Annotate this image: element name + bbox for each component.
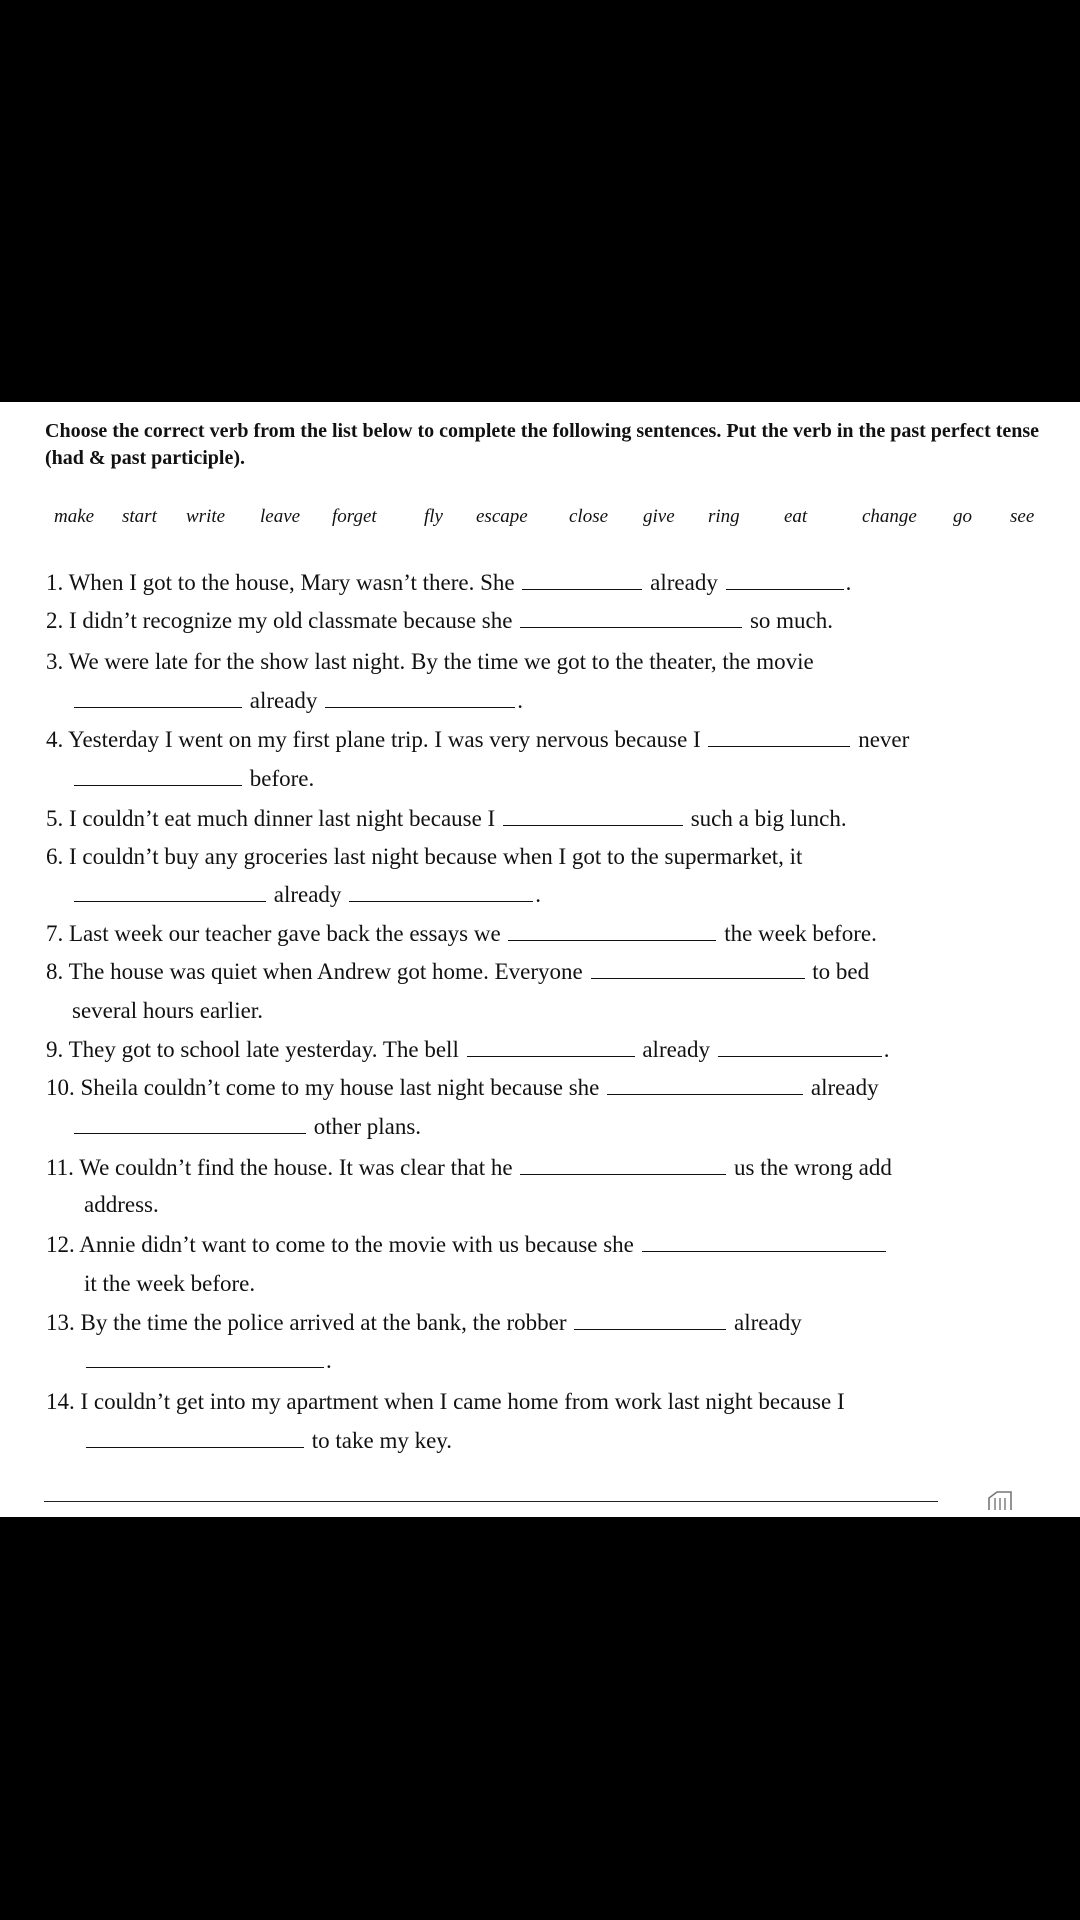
verb-item: eat [784, 506, 808, 527]
answer-blank[interactable] [591, 958, 805, 979]
verb-item: give [643, 506, 675, 527]
answer-blank[interactable] [520, 1154, 726, 1175]
question-3-cont: already . [72, 686, 523, 716]
page-icon [985, 1488, 1015, 1512]
question-12-cont: it the week before. [84, 1271, 256, 1296]
question-13-cont: . [84, 1346, 332, 1376]
worksheet-page [0, 402, 1080, 1517]
verb-item: change [862, 506, 917, 527]
question-6: 6. I couldn’t buy any groceries last night because when I got to the supermarket, it [46, 844, 803, 869]
verb-item: leave [260, 506, 301, 527]
question-10-cont: other plans. [72, 1112, 421, 1142]
question-8-cont: several hours earlier. [72, 998, 263, 1023]
verb-list [54, 506, 1054, 536]
answer-blank[interactable] [574, 1309, 726, 1330]
verb-item: start [122, 506, 157, 527]
verb-item: fly [424, 506, 443, 527]
verb-item: close [569, 506, 609, 527]
answer-blank[interactable] [708, 726, 850, 747]
answer-blank[interactable] [325, 687, 515, 708]
answer-blank[interactable] [467, 1036, 635, 1057]
question-4: 4. Yesterday I went on my first plane trip. I was very nervous because I never [46, 727, 910, 752]
answer-blank[interactable] [74, 765, 242, 786]
answer-blank[interactable] [86, 1427, 304, 1448]
answer-blank[interactable] [726, 569, 844, 590]
question-14-cont: to take my key. [84, 1426, 452, 1456]
question-8: 8. The house was quiet when Andrew got home. Everyone to bed [46, 959, 870, 984]
question-3: 3. We were late for the show last night. By the time we got to the theater, the movie [46, 649, 814, 674]
question-7: 7. Last week our teacher gave back the essays we the week before. [46, 921, 877, 946]
answer-blank[interactable] [520, 607, 742, 628]
question-12: 12. Annie didn’t want to come to the movie with us because she [46, 1230, 888, 1260]
answer-blank[interactable] [74, 687, 242, 708]
answer-blank[interactable] [74, 881, 266, 902]
verb-item: ring [708, 506, 740, 527]
question-10: 10. Sheila couldn’t come to my house last night because she already [46, 1075, 879, 1100]
instructions: Choose the correct verb from the list below to complete the following sentences. Put the verb in the past perfect tense (had & past participle). [45, 420, 1040, 469]
question-9: 9. They got to school late yesterday. The bell already . [46, 1037, 890, 1062]
question-11: 11. We couldn’t find the house. It was clear that he us the wrong add [46, 1155, 892, 1180]
verb-item: go [953, 506, 972, 527]
answer-blank[interactable] [508, 920, 716, 941]
question-13: 13. By the time the police arrived at the bank, the robber already [46, 1310, 802, 1335]
question-2: 2. I didn’t recognize my old classmate because she so much. [46, 608, 834, 633]
answer-blank[interactable] [349, 881, 533, 902]
verb-item: see [1010, 506, 1035, 527]
question-1: 1. When I got to the house, Mary wasn’t there. She already . [46, 570, 852, 595]
footer-rule [44, 1501, 938, 1502]
answer-blank[interactable] [718, 1036, 882, 1057]
answer-blank[interactable] [642, 1231, 886, 1252]
question-4-cont: before. [72, 764, 314, 794]
question-6-cont: already . [72, 880, 541, 910]
verb-item: escape [476, 506, 528, 527]
question-5: 5. I couldn’t eat much dinner last night because I such a big lunch. [46, 806, 847, 831]
answer-blank[interactable] [86, 1347, 324, 1368]
answer-blank[interactable] [74, 1113, 306, 1134]
answer-blank[interactable] [503, 805, 683, 826]
answer-blank[interactable] [607, 1074, 803, 1095]
verb-item: make [54, 506, 95, 527]
verb-item: write [186, 506, 226, 527]
verb-item: forget [332, 506, 377, 527]
question-14: 14. I couldn’t get into my apartment when I came home from work last night because I [46, 1389, 845, 1414]
answer-blank[interactable] [522, 569, 642, 590]
question-11-cont: address. [84, 1192, 159, 1217]
